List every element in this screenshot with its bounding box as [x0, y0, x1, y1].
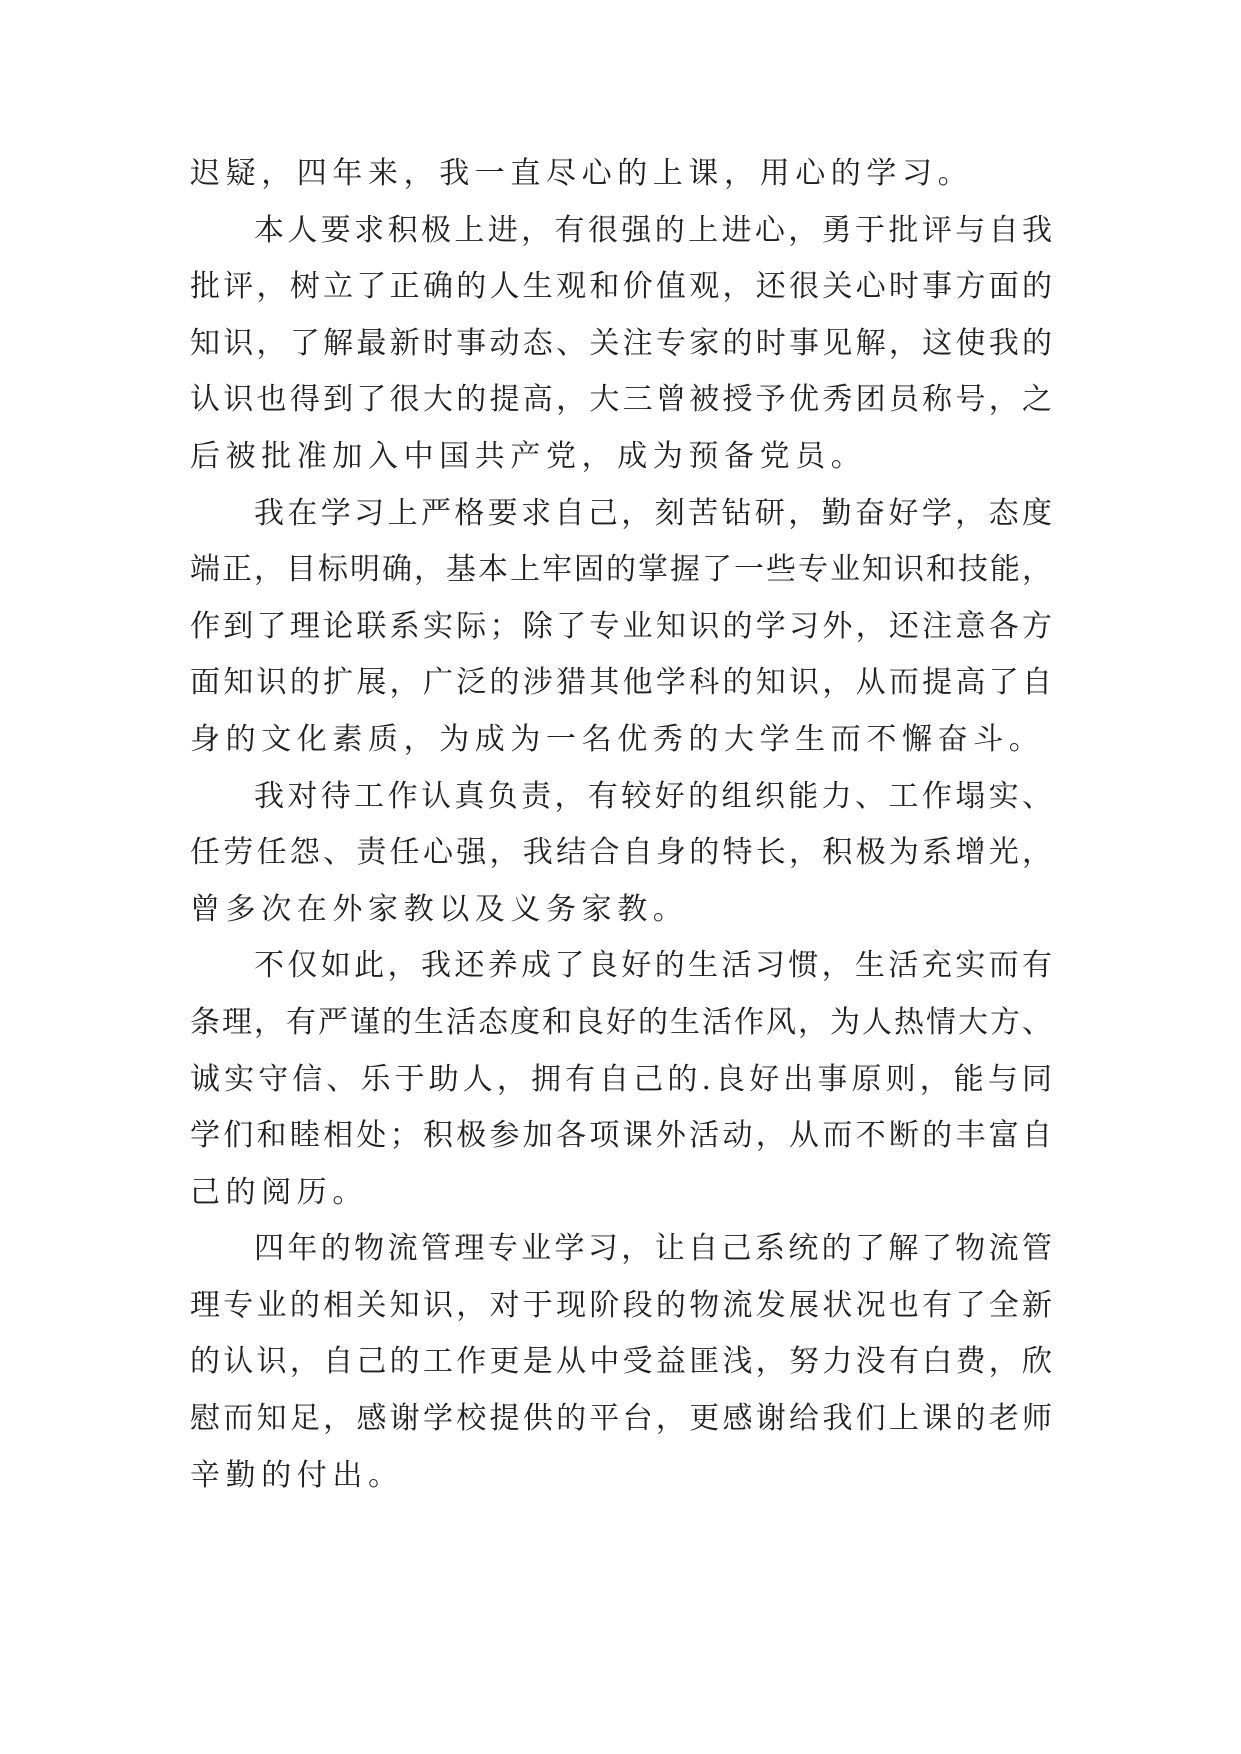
text-line: 辛勤的付出。: [190, 1457, 404, 1493]
text-line: 己的阅历。: [190, 1174, 368, 1210]
body-text: [190, 152, 1052, 1510]
text-line: 端正，目标明确，基本上牢固的掌握了一些专业知识和技能，: [190, 552, 1052, 588]
text-line: 迟疑，四年来，我一直尽心的上课，用心的学习。: [190, 156, 974, 191]
text-line: 我在学习上严格要求自己，刻苦钻研，勤奋好学，态度: [254, 495, 1052, 531]
text-line: 我对待工作认真负责，有较好的组织能力、工作塌实、: [254, 778, 1052, 814]
text-line: 面知识的扩展，广泛的涉猎其他学科的知识，从而提高了自: [190, 665, 1052, 701]
text-line: 作到了理论联系实际；除了专业知识的学习外，还注意各方: [190, 608, 1052, 644]
text-line: 的认识，自己的工作更是从中受益匪浅，努力没有白费，欣: [190, 1344, 1052, 1380]
text-line: 学们和睦相处；积极参加各项课外活动，从而不断的丰富自: [190, 1118, 1052, 1154]
text-line: 慰而知足，感谢学校提供的平台，更感谢给我们上课的老师: [190, 1401, 1052, 1437]
text-line: 条理，有严谨的生活态度和良好的生活作风，为人热情大方、: [190, 1004, 1052, 1040]
text-line: 本人要求积极上进，有很强的上进心，勇于批评与自我: [254, 212, 1052, 248]
text-line: 后被批准加入中国共产党，成为预备党员。: [190, 438, 867, 474]
text-line: 知识，了解最新时事动态、关注专家的时事见解，这使我的: [190, 325, 1052, 361]
text-line: 身的文化素质，为成为一名优秀的大学生而不懈奋斗。: [190, 721, 1045, 757]
text-line: 不仅如此，我还养成了良好的生活习惯，生活充实而有: [254, 948, 1052, 984]
text-line: 任劳任怨、责任心强，我结合自身的特长，积极为系增光，: [190, 835, 1052, 871]
text-line: 认识也得到了很大的提高，大三曾被授予优秀团员称号，之: [190, 382, 1052, 418]
text-line: 批评，树立了正确的人生观和价值观，还很关心时事方面的: [190, 269, 1052, 305]
text-line: 曾多次在外家教以及义务家教。: [190, 891, 689, 927]
text-line: 诚实守信、乐于助人，拥有自己的.良好出事原则，能与同: [190, 1061, 1052, 1097]
text-line: 理专业的相关知识，对于现阶段的物流发展状况也有了全新: [190, 1287, 1052, 1323]
text-line: 四年的物流管理专业学习，让自己系统的了解了物流管: [254, 1231, 1052, 1267]
